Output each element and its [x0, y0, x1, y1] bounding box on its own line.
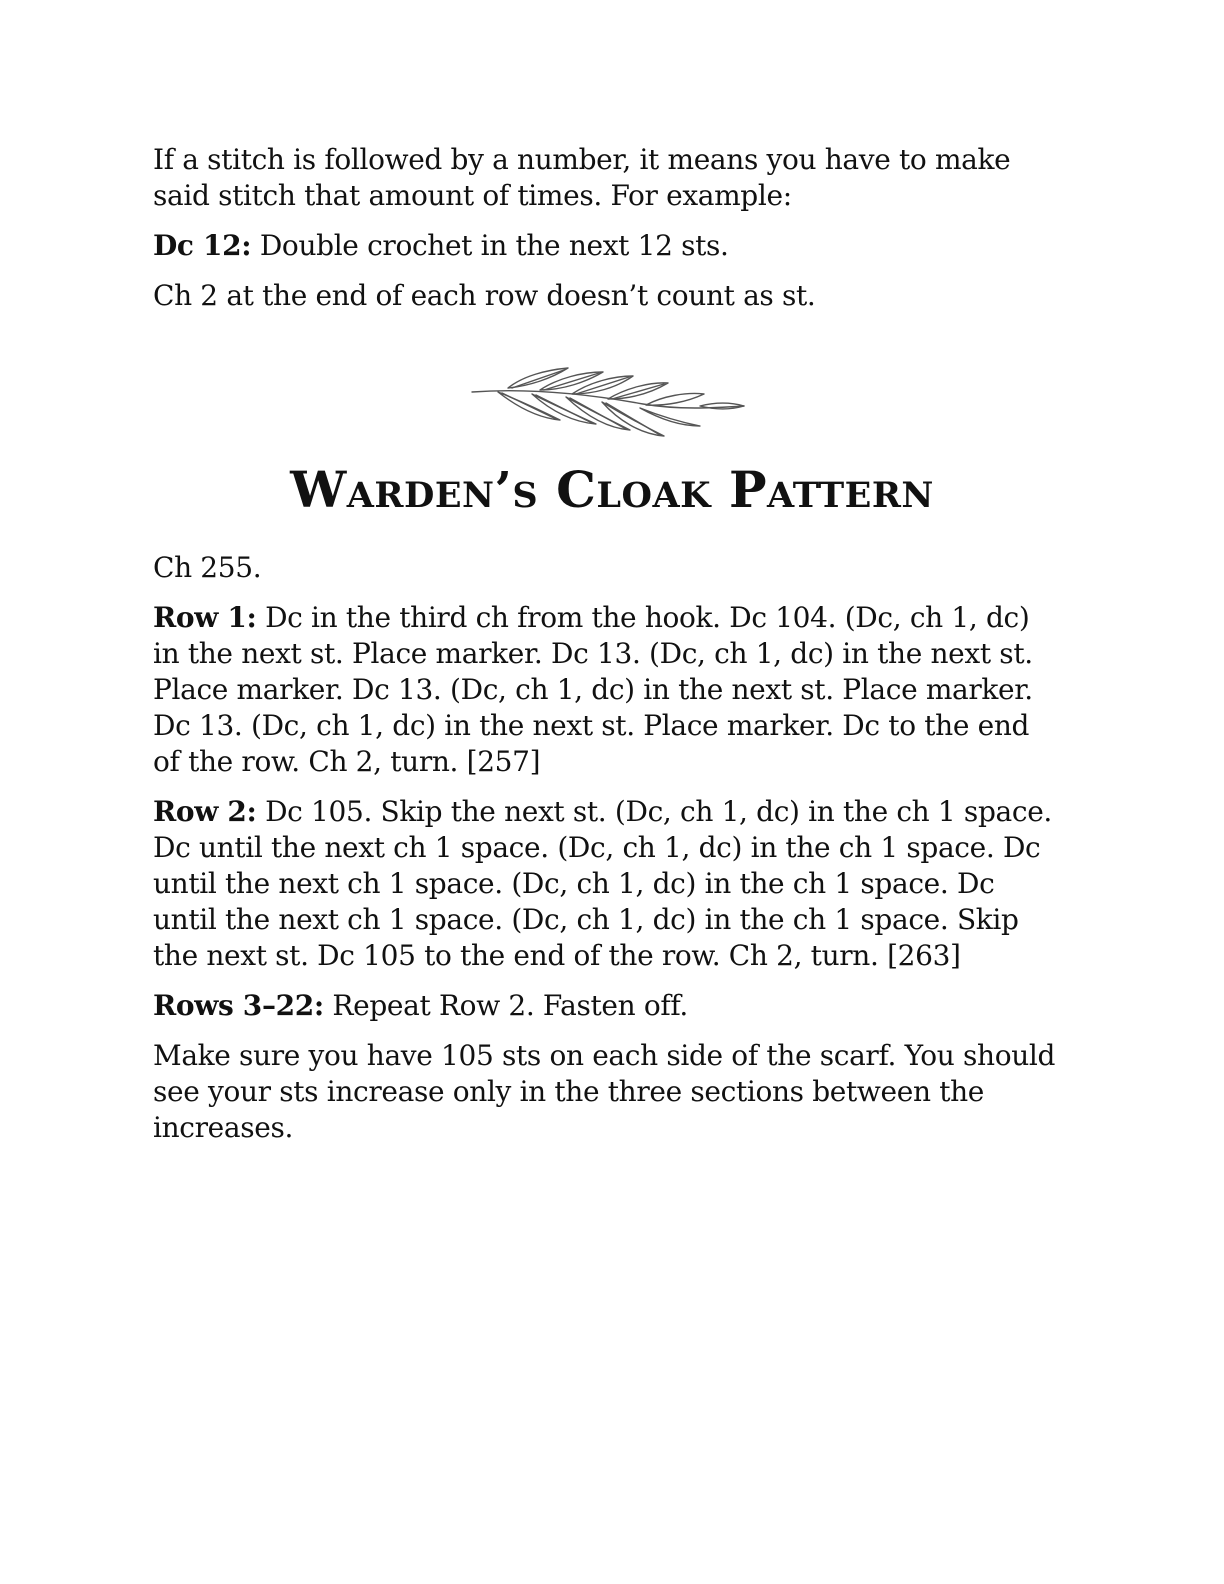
example-label: Dc 12:	[153, 229, 252, 262]
row-2-instruction	[153, 794, 1063, 974]
starting-chain: Ch 255.	[153, 551, 262, 584]
closing-paragraph: Make sure you have 105 sts on each side of the scarf. You should see your sts increase only in the three sections between the increases.	[153, 1039, 1056, 1144]
row-1-text: Dc in the third ch from the hook. Dc 104. (Dc, ch 1, dc) in the next st. Place marker. Dc 13. (Dc, ch 1, dc) in the next st. Place marker. Dc 13. (Dc, ch 1, dc) in the next st. Place marker. Dc 13. (Dc, ch 1, dc) in the next st. Place marker. Dc to the end of the row. Ch 2, turn. [257]	[153, 601, 1033, 778]
row-2-text: Dc 105. Skip the next st. (Dc, ch 1, dc) in the ch 1 space. Dc until the next ch 1 space. (Dc, ch 1, dc) in the ch 1 space. Dc until the next ch 1 space. (Dc, ch 1, dc) in the ch 1 space. Dc until the next ch 1 space. (Dc, ch 1, dc) in the ch 1 space. Skip the next st. Dc 105 to the end of the row. Ch 2, turn. [263]	[153, 795, 1052, 972]
example-paragraph	[153, 228, 1063, 264]
pattern-title: Warden’s Cloak Pattern	[290, 460, 934, 519]
rows-3-22-instruction	[153, 988, 1063, 1024]
rows-3-22-label: Rows 3–22:	[153, 989, 324, 1022]
example-text: Double crochet in the next 12 sts.	[251, 229, 729, 262]
intro-paragraph: If a stitch is followed by a number, it means you have to make said stitch that amount of times. For example:	[153, 143, 1011, 212]
page-content	[153, 142, 1063, 1146]
leaf-branch-icon	[468, 364, 748, 444]
row-2-label: Row 2:	[153, 795, 257, 828]
rows-3-22-text: Repeat Row 2. Fasten off.	[323, 989, 688, 1022]
chain-note-paragraph: Ch 2 at the end of each row doesn’t count as st.	[153, 279, 816, 312]
row-1-label: Row 1:	[153, 601, 257, 634]
row-1-instruction	[153, 600, 1063, 780]
